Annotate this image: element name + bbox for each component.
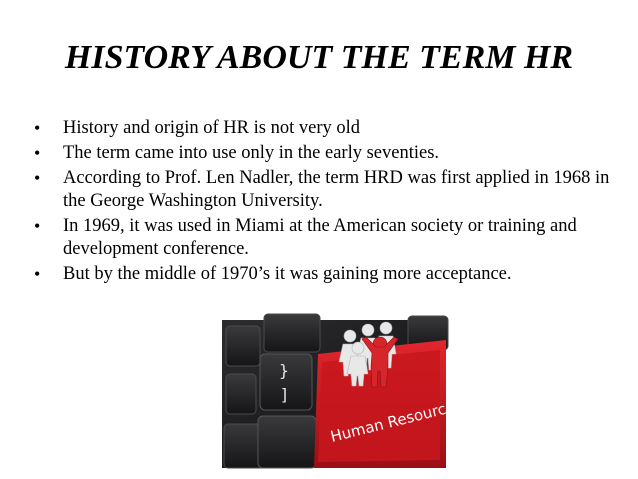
bullet-item: [34, 215, 614, 261]
bullet-item: [34, 142, 614, 165]
bullet-text: The term came into use only in the early seventies.: [63, 143, 440, 163]
bullet-text: But by the middle of 1970’s it was gaining more acceptance.: [63, 264, 512, 284]
bracket-key-top-label: }: [278, 361, 290, 380]
bullet-icon: •: [34, 168, 41, 188]
bullet-icon: •: [34, 118, 41, 138]
bullet-list: [34, 117, 614, 288]
slide-title: HISTORY ABOUT THE TERM HR: [64, 39, 574, 76]
bullet-icon: •: [34, 143, 41, 163]
human-resources-keyboard-image: [222, 320, 465, 468]
bullet-text: History and origin of HR is not very old: [63, 118, 361, 138]
bullet-icon: •: [34, 216, 41, 236]
bullet-icon: •: [34, 264, 41, 284]
bullet-item: [34, 167, 614, 213]
human-resources-key-label: Human Resources: [328, 395, 465, 446]
bullet-item: [34, 263, 614, 286]
bullet-text: In 1969, it was used in Miami at the American society or training and development conference.: [63, 216, 577, 259]
bracket-key-bottom-label: ]: [280, 385, 288, 404]
bullet-item: [34, 117, 614, 140]
bullet-text: According to Prof. Len Nadler, the term HRD was first applied in 1968 in the George Washington University.: [63, 168, 610, 211]
